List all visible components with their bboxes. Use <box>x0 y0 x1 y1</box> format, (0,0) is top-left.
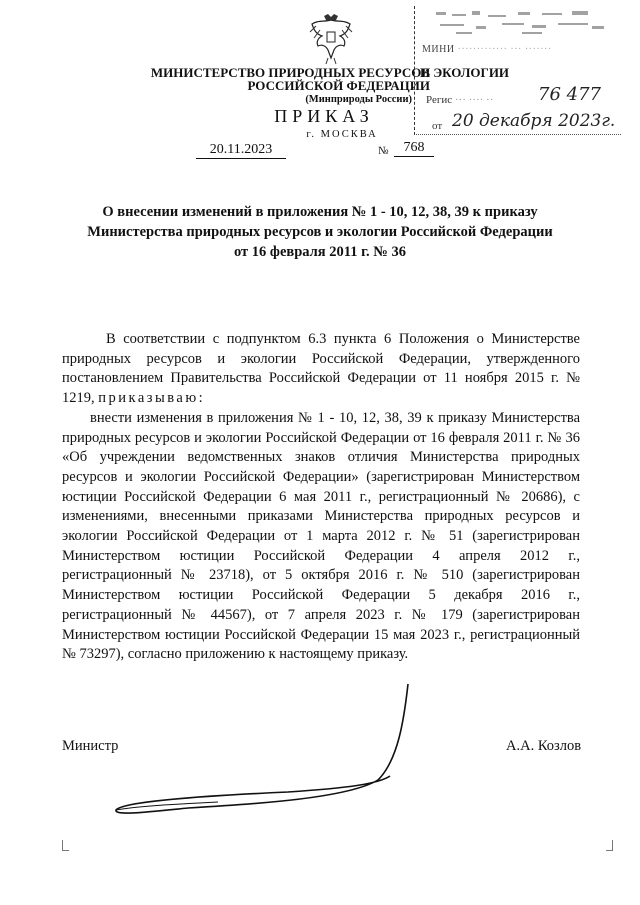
order-date: 20.11.2023 <box>196 142 286 159</box>
stamp-smudge <box>432 8 612 38</box>
title-line2: Министерства природных ресурсов и экологии Российской Федерации <box>87 224 553 240</box>
signer-position: Министр <box>62 738 119 754</box>
ministry-line2: РОССИЙСКОЙ ФЕДЕРАЦИИ <box>247 78 430 93</box>
number-sign: № <box>378 145 389 157</box>
stamp-header-text: МИНИ <box>422 44 455 55</box>
ministry-short-name: (Минприроды России) <box>305 94 412 105</box>
title-line1: О внесении изменений в приложения № 1 - 10, 12, 38, 39 к приказу <box>102 204 538 220</box>
stamp-reg-label-text: Регис <box>426 94 453 106</box>
order-verb: приказываю: <box>98 390 206 407</box>
handwritten-signature <box>108 680 438 830</box>
document-type: ПРИКАЗ <box>274 106 374 126</box>
ministry-line1-continuation: И ЭКОЛОГИИ <box>420 65 510 80</box>
coat-of-arms-emblem <box>306 12 356 66</box>
signer-name: А.А. Козлов <box>506 738 582 754</box>
ministry-line1: МИНИСТЕРСТВО ПРИРОДНЫХ РЕСУРСОВ <box>150 65 430 80</box>
order-number: 768 <box>394 140 434 157</box>
stamp-header: МИНИ ············· ··· ······· <box>422 44 552 55</box>
title-line3: от 16 февраля 2011 г. № 36 <box>234 244 406 260</box>
document-body <box>62 330 580 665</box>
body-paragraph-2: внести изменения в приложения № 1 - 10, 12, 38, 39 к приказу Министерства природных ресурсов и экологии Российской Федерации от 16 февраля 2011 г. № 36 «Об учреждении ведомственных знаков отличия Министерства природных ресурсов и экологии Российской Федерации» (зарегистрирован Министерством юстиции Российской Федерации 6 мая 2011 г., регистрационный № 20686), с изменениями, внесенными приказами Министерства природных ресурсов и экологии Российской Федерации от 1 марта 2012 г. № 51 (зарегистрирован Министерством юстиции Российской Федерации 4 апреля 2012 г., регистрационный № 23718), от 5 октября 2016 г. № 510 (зарегистрирован Министерством юстиции Российской Федерации 5 декабря 2016 г., регистрационный № 44567), от 7 апреля 2023 г. № 179 (зарегистрирован Министерством юстиции Российской Федерации 15 мая 2023 г., регистрационный № 73297), согласно приложению к настоящему приказу. <box>62 409 580 663</box>
preamble-text: В соответствии с подпунктом 6.3 пункта 6 Положения о Министерстве природных ресурсов и экологии Российской Федерации, утвержденного постановлением Правительства Российской Федерации от 11 ноября 2015 г. № 1219, <box>62 331 580 407</box>
stamp-date-value: 20 декабря 2023г. <box>452 111 616 131</box>
corner-mark-right <box>606 840 613 851</box>
document-title <box>60 202 580 262</box>
corner-mark-left <box>62 840 69 851</box>
stamp-reg-number: 76 477 <box>538 84 601 105</box>
city: г. МОСКВА <box>306 129 378 140</box>
stamp-reg-label: Регис ··· ···· ·· <box>426 94 494 106</box>
ministry-name <box>150 66 430 92</box>
body-paragraph-1 <box>62 330 580 409</box>
stamp-date-label: от <box>432 120 443 132</box>
